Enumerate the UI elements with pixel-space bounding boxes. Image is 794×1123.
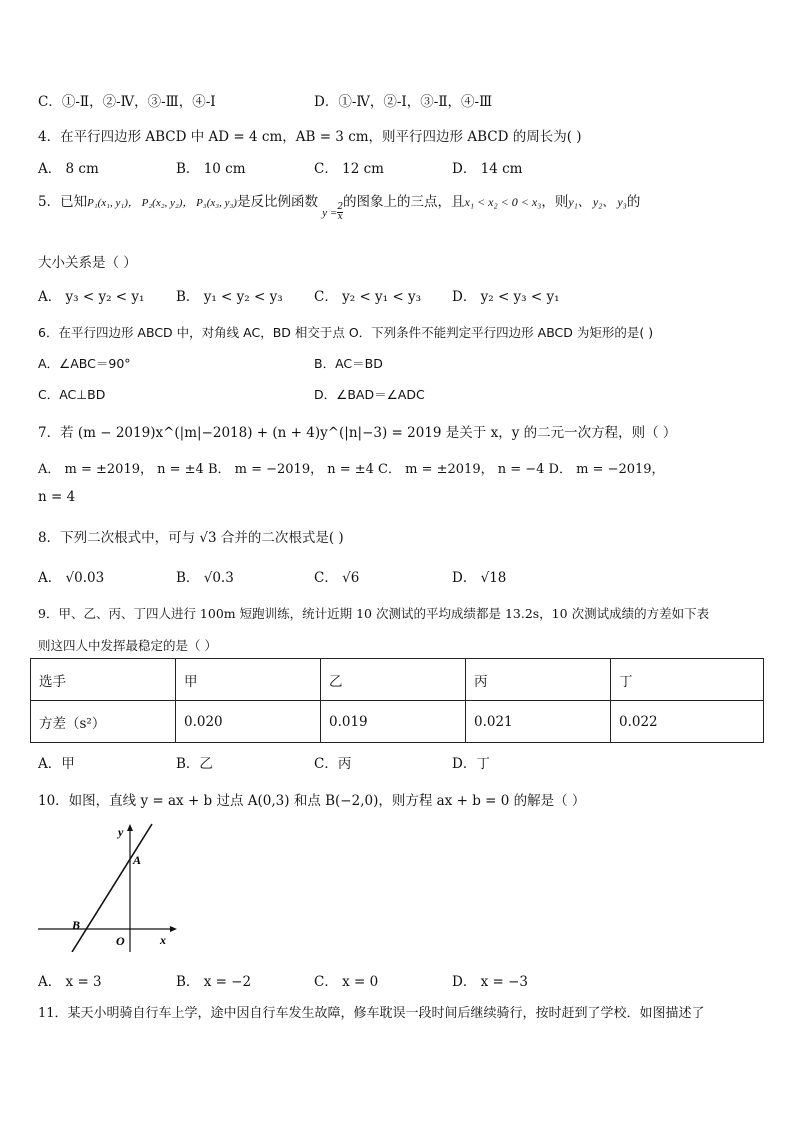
q6-option-a: A．∠ABC＝90° [38, 356, 131, 371]
q10-option-d: D． x = −3 [452, 974, 529, 990]
q9-stem-line2: 则这四人中发挥最稳定的是（ ） [38, 638, 217, 653]
q5-stem-a: 5．已知 [38, 194, 88, 210]
table-cell: 甲 [176, 659, 321, 701]
line-graph-figure [38, 822, 178, 952]
q10-option-a: A． x = 3 [38, 974, 102, 990]
q9-option-d: D．丁 [452, 756, 490, 772]
q5-func-den: x [337, 212, 343, 222]
q5-option-c: C． y₂ < y₁ < y₃ [314, 289, 422, 305]
q7-options: A． m = ±2019， n = ±4 B． m = −2019， n = ±4 C． m = ±2019， n = −4 D． m = −2019， [38, 462, 665, 477]
q5-stem-line2: 大小关系是（ ） [38, 255, 137, 271]
q5-func-num: 2 [337, 202, 344, 212]
table-cell: 丙 [466, 659, 611, 701]
q5-stem [38, 190, 641, 222]
table-cell: 丁 [611, 659, 764, 701]
point-a-label: A [133, 853, 142, 867]
q8-option-a: A． √0.03 [38, 570, 105, 586]
q9-stem-line1: 9．甲、乙、丙、丁四人进行 100m 短跑训练，统计近期 10 次测试的平均成绩都是 13.2s，10 次测试成绩的方差如下表 [38, 606, 710, 621]
table-header-row [31, 659, 764, 701]
q7-option-d-cont: n = 4 [38, 489, 76, 505]
table-cell: 0.019 [321, 701, 466, 743]
q8-option-b: B． √0.3 [176, 570, 234, 586]
table-cell: 方差（s²） [31, 701, 176, 743]
q8-option-d: D． √18 [452, 570, 507, 586]
q5-option-d: D． y₂ < y₃ < y₁ [452, 289, 560, 305]
origin-label: O [116, 934, 125, 948]
q5-func-fraction [337, 203, 343, 222]
q5-points: P₁(x₁, y₁)， P₂(x₂, y₂)， P₃(x₃, y₃) [87, 197, 237, 209]
q9-option-b: B．乙 [176, 756, 213, 772]
x-axis-arrow [170, 926, 177, 932]
q11-stem: 11．某天小明骑自行车上学，途中因自行车发生故障，修车耽误一段时间后继续骑行，按时赶到了学校．如图描述了 [38, 1006, 705, 1021]
q9-option-a: A．甲 [38, 756, 75, 772]
q10-option-b: B． x = −2 [176, 974, 252, 990]
q5-option-a: A． y₃ < y₂ < y₁ [38, 289, 145, 305]
q3-option-c: C．①-Ⅱ，②-Ⅳ，③-Ⅲ，④-Ⅰ [38, 94, 216, 110]
q10-option-c: C． x = 0 [314, 974, 379, 990]
q5-condition: x₁ < x₂ < 0 < x₃ [464, 195, 542, 209]
q5-stem-e: 的 [626, 194, 641, 210]
q4-option-d: D． 14 cm [452, 161, 523, 177]
q5-func-y: y = [322, 207, 338, 219]
table-cell: 选手 [31, 659, 176, 701]
table-cell: 乙 [321, 659, 466, 701]
q9-option-c: C．丙 [314, 756, 352, 772]
q5-stem-b: 是反比例函数 [236, 194, 318, 210]
q10-stem: 10．如图，直线 y = ax + b 过点 A(0,3) 和点 B(−2,0)，则方程 ax + b = 0 的解是（ ） [38, 793, 586, 809]
y-axis-label: y [118, 825, 124, 839]
q3-option-d: D．①-Ⅳ，②-Ⅰ，③-Ⅱ，④-Ⅲ [314, 94, 493, 110]
variance-table [30, 658, 764, 743]
line-y-ax-b [72, 824, 152, 952]
q4-option-a: A． 8 cm [38, 161, 99, 177]
q6-stem: 6．在平行四边形 ABCD 中，对角线 AC，BD 相交于点 O．下列条件不能判定平行四边形 ABCD 为矩形的是( ) [38, 325, 654, 340]
q5-stem-c: 的图象上的三点，且 [343, 194, 465, 210]
q7-stem: 7．若 (m − 2019)x^(|m|−2018) + (n + 4)y^(|n|−3) = 2019 是关于 x，y 的二元一次方程，则（ ） [38, 425, 677, 441]
q6-option-c: C．AC⊥BD [38, 387, 106, 402]
y-axis-arrow [127, 824, 133, 831]
q8-stem: 8．下列二次根式中，可与 √3 合并的二次根式是( ) [38, 530, 344, 546]
q6-option-b: B．AC＝BD [314, 356, 383, 371]
q4-stem: 4．在平行四边形 ABCD 中 AD = 4 cm，AB = 3 cm，则平行四边形 ABCD 的周长为( ) [38, 129, 582, 145]
q8-option-c: C． √6 [314, 570, 360, 586]
q4-option-b: B． 10 cm [176, 161, 246, 177]
point-b-label: B [72, 918, 81, 932]
q5-vars: y₁、 y₂、 y₃ [568, 195, 627, 209]
table-cell: 0.021 [466, 701, 611, 743]
table-cell: 0.022 [611, 701, 764, 743]
q5-stem-d: ，则 [541, 194, 569, 210]
table-row [31, 701, 764, 743]
table-cell: 0.020 [176, 701, 321, 743]
q5-option-b: B． y₁ < y₂ < y₃ [176, 289, 283, 305]
x-axis-label: x [160, 933, 166, 947]
q6-option-d: D．∠BAD＝∠ADC [314, 387, 425, 402]
q4-option-c: C． 12 cm [314, 161, 384, 177]
